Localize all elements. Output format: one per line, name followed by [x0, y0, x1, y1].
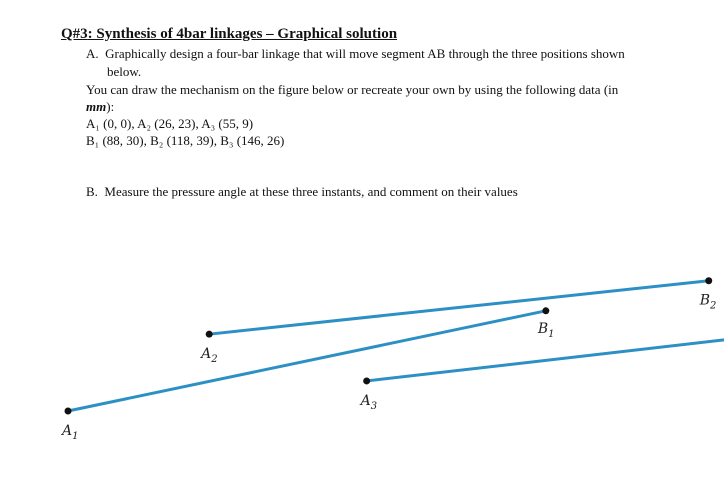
units-suffix: ): — [106, 99, 115, 114]
part-b-label: B. — [86, 184, 98, 199]
units-em: mm — [86, 99, 107, 114]
part-b-text: Measure the pressure angle at these three instants, and comment on their values — [104, 184, 518, 199]
label-a3: $A_3$ — [360, 392, 378, 412]
link-segment-2 — [209, 281, 709, 334]
link-segment-1 — [68, 311, 546, 411]
point-a1 — [65, 408, 72, 415]
b-points-list: B₁ (88, 30), B₂ (118, 39), B₃ (146, 26) — [86, 133, 285, 148]
point-a3 — [363, 377, 370, 384]
label-a2: $A_2$ — [201, 346, 218, 366]
part-a-line-3: You can draw the mechanism on the figure below or recreate your own by using the following data (in — [86, 82, 619, 97]
point-a2 — [206, 331, 213, 338]
part-a-line-2: below. — [107, 64, 142, 79]
label-b2: $B_2$ — [699, 292, 717, 312]
part-a-label: A. — [86, 46, 99, 61]
point-b2 — [705, 277, 712, 284]
part-a-text-1: Graphically design a four-bar linkage that will move segment AB through the three positions shown — [105, 46, 625, 61]
question-number: Q#3 — [61, 26, 88, 42]
label-b1: $B_1$ — [537, 320, 555, 340]
a-points-list: A₁ (0, 0), A₂ (26, 23), A₃ (55, 9) — [86, 116, 254, 131]
label-a1: $A_1$ — [62, 423, 79, 442]
question-title-text: : Synthesis of 4bar linkages – Graphical solution — [87, 26, 398, 42]
point-b1 — [542, 307, 549, 314]
